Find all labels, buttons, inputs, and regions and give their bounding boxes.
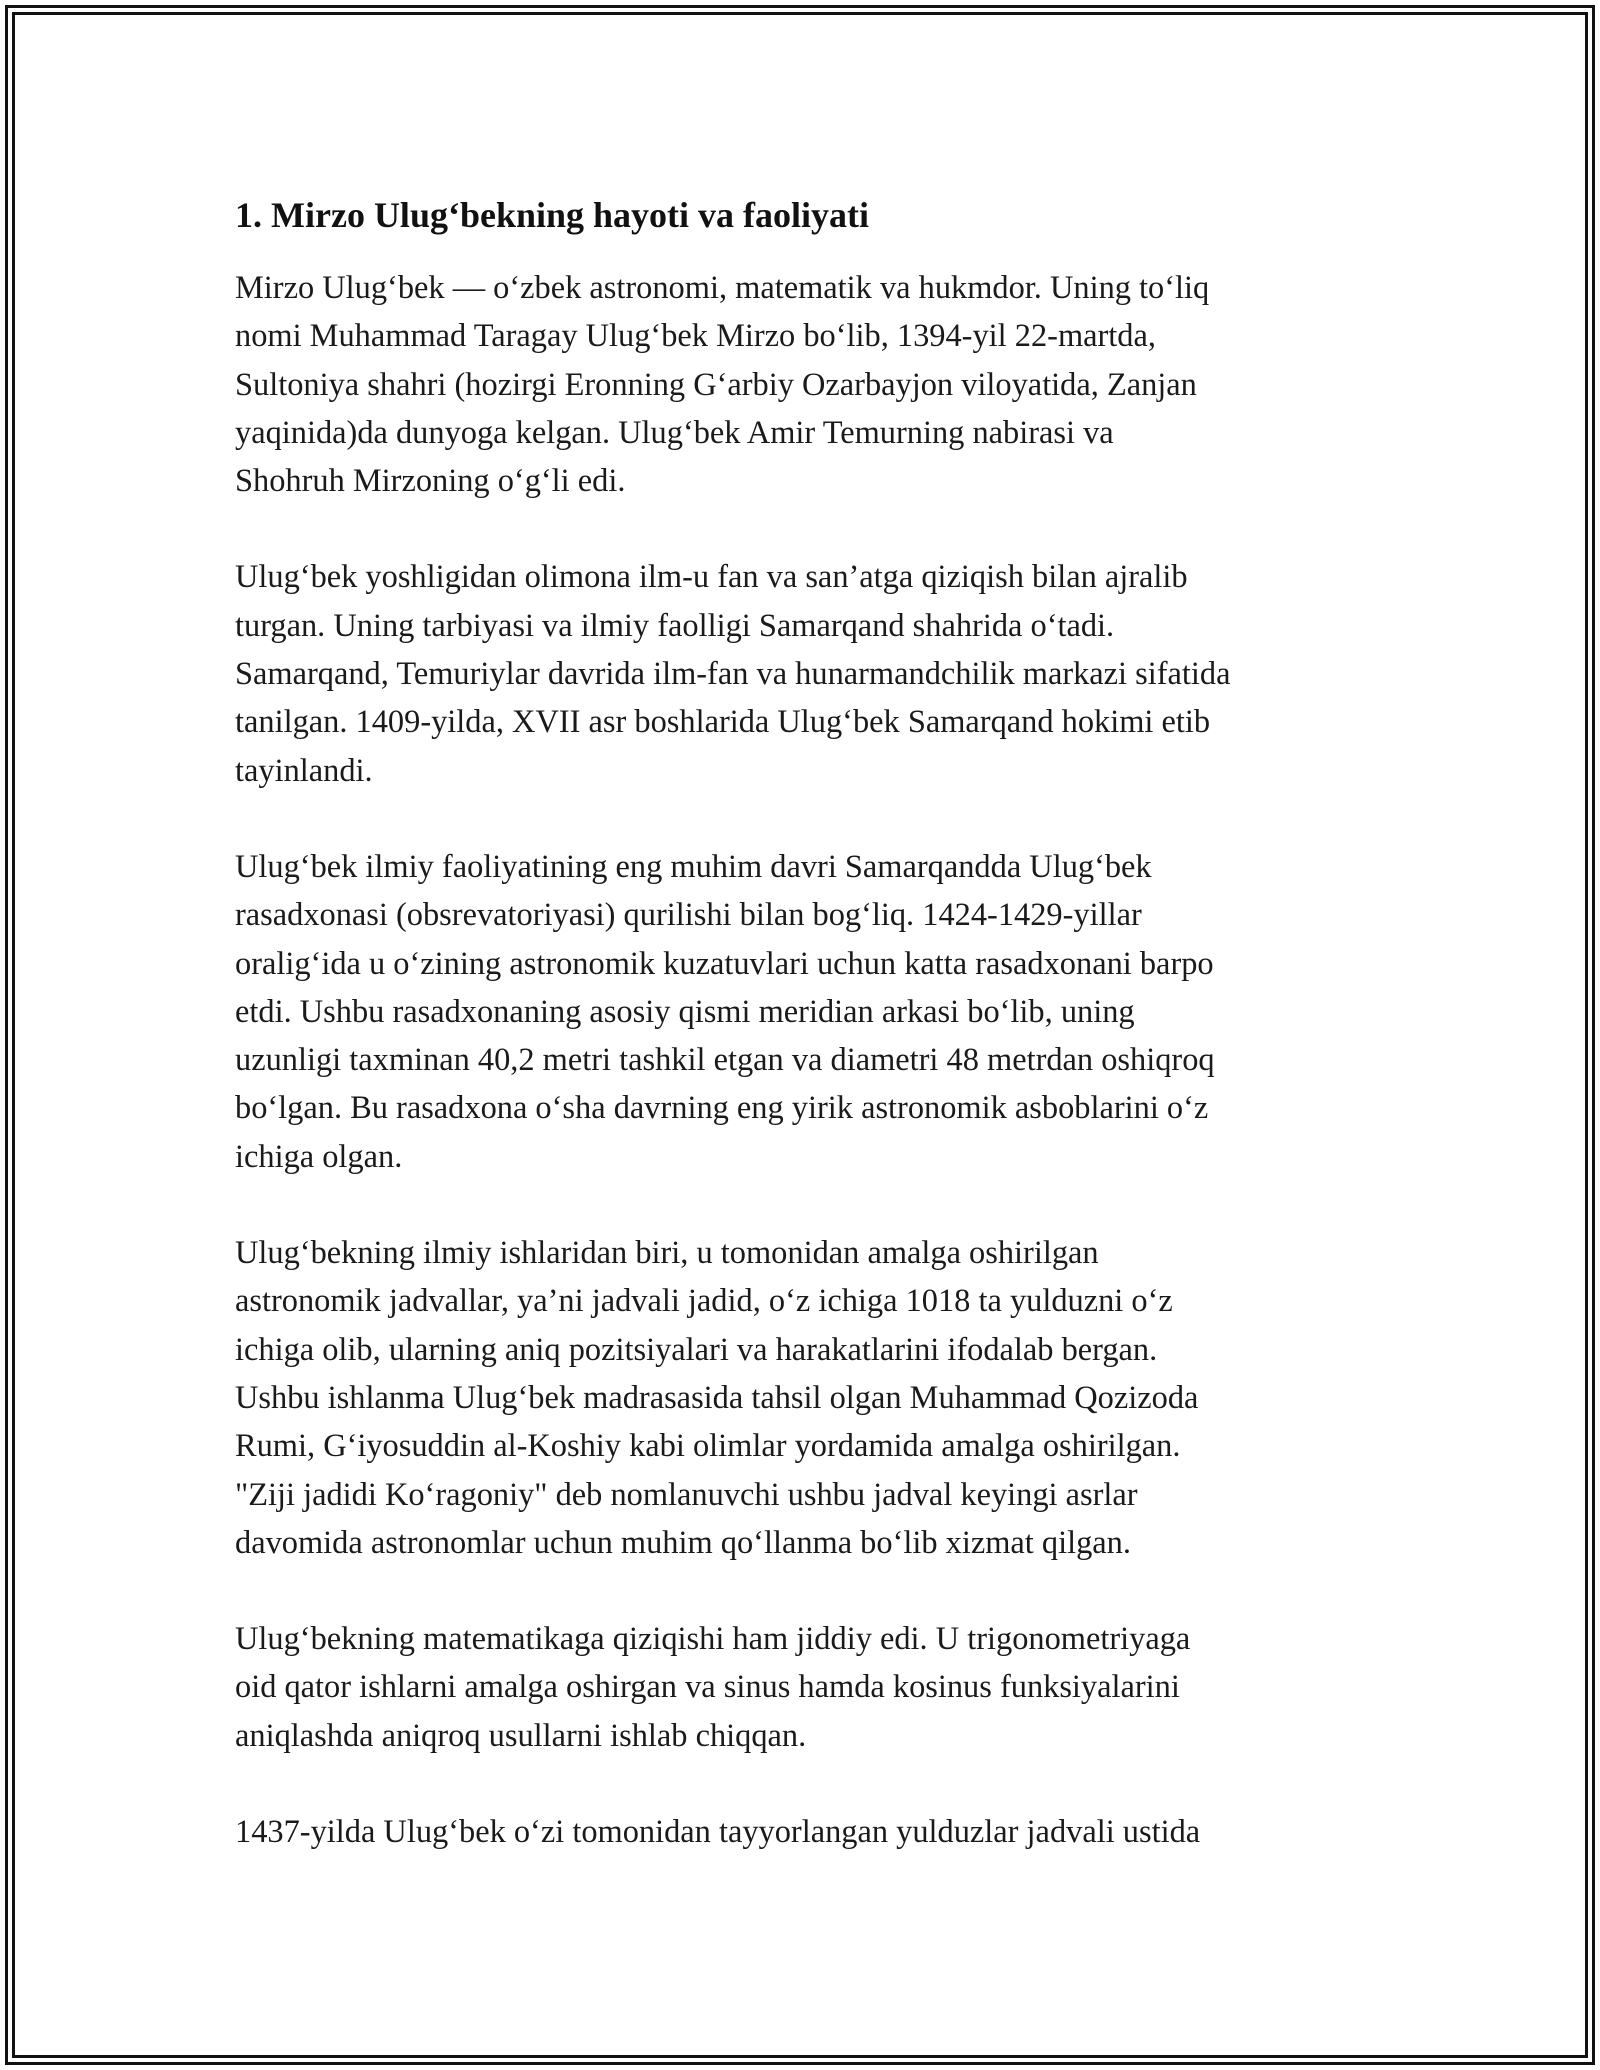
text-line: Ulug‘bek yoshligidan olimona ilm-u fan va san’atga qiziqish bilan ajralib [235, 559, 1188, 596]
text-line: Shohruh Mirzoning o‘g‘li edi. [235, 463, 626, 500]
section-heading: 1. Mirzo Ulug‘bekning hayoti va faoliyati [235, 195, 870, 235]
text-line: rasadxonasi (obsrevatoriyasi) qurilishi bilan bog‘liq. 1424-1429-yillar [235, 897, 1142, 934]
paragraph [235, 1615, 1375, 1760]
text-line: ichiga olgan. [235, 1138, 403, 1175]
text-line: oid qator ishlarni amalga oshirgan va sinus hamda kosinus funksiyalarini [235, 1669, 1180, 1706]
text-line: aniqlashda aniqroq usullarni ishlab chiqqan. [235, 1717, 807, 1754]
text-line: davomida astronomlar uchun muhim qo‘llanma bo‘lib xizmat qilgan. [235, 1524, 1131, 1561]
text-line: uzunligi taxminan 40,2 metri tashkil etgan va diametri 48 metrdan oshiqroq [235, 1042, 1215, 1079]
text-line: "Ziji jadidi Ko‘ragoniy" deb nomlanuvchi ushbu jadval keyingi asrlar [235, 1476, 1138, 1513]
text-line: Samarqand, Temuriylar davrida ilm-fan va hunarmandchilik markazi sifatida [235, 656, 1231, 693]
paragraph [235, 264, 1375, 505]
text-line: turgan. Uning tarbiyasi va ilmiy faolligi Samarqand shahrida o‘tadi. [235, 607, 1115, 644]
text-line: Sultoniya shahri (hozirgi Eronning G‘arbiy Ozarbayjon viloyatida, Zanjan [235, 366, 1197, 403]
paragraph [235, 1229, 1375, 1567]
text-line: tanilgan. 1409-yilda, XVII asr boshlarida Ulug‘bek Samarqand hokimi etib [235, 704, 1211, 741]
text-line: oralig‘ida u o‘zining astronomik kuzatuvlari uchun katta rasadxonani barpo [235, 945, 1214, 982]
text-line: 1437-yilda Ulug‘bek o‘zi tomonidan tayyorlangan yulduzlar jadvali ustida [235, 1814, 1201, 1851]
text-line: ichiga olib, ularning aniq pozitsiyalari va harakatlarini ifodalab bergan. [235, 1331, 1158, 1368]
paragraph [235, 843, 1375, 1181]
text-line: etdi. Ushbu rasadxonaning asosiy qismi meridian arkasi bo‘lib, uning [235, 993, 1135, 1030]
text-line: nomi Muhammad Taragay Ulug‘bek Mirzo bo‘lib, 1394-yil 22-martda, [235, 318, 1156, 355]
text-line: Rumi, G‘iyosuddin al-Koshiy kabi olimlar yordamida amalga oshirilgan. [235, 1428, 1181, 1465]
text-line: bo‘lgan. Bu rasadxona o‘sha davrning eng yirik astronomik asboblarini o‘z [235, 1090, 1209, 1127]
text-line: Ushbu ishlanma Ulug‘bek madrasasida tahsil olgan Muhammad Qozizoda [235, 1379, 1199, 1416]
paragraph [235, 1808, 1375, 1856]
document-body [235, 264, 1375, 1856]
text-line: tayinlandi. [235, 752, 373, 789]
paragraph [235, 553, 1375, 794]
text-line: Ulug‘bekning matematikaga qiziqishi ham jiddiy edi. U trigonometriyaga [235, 1621, 1191, 1658]
text-line: Ulug‘bek ilmiy faoliyatining eng muhim davri Samarqandda Ulug‘bek [235, 848, 1152, 885]
text-line: yaqinida)da dunyoga kelgan. Ulug‘bek Amir Temurning nabirasi va [235, 414, 1114, 451]
text-line: Mirzo Ulug‘bek — o‘zbek astronomi, matematik va hukmdor. Uning to‘liq [235, 270, 1210, 306]
text-line: Ulug‘bekning ilmiy ishlaridan biri, u tomonidan amalga oshirilgan [235, 1235, 1099, 1272]
text-line: astronomik jadvallar, ya’ni jadvali jadid, o‘z ichiga 1018 ta yulduzni o‘z [235, 1283, 1173, 1320]
document-page [235, 186, 1375, 1904]
